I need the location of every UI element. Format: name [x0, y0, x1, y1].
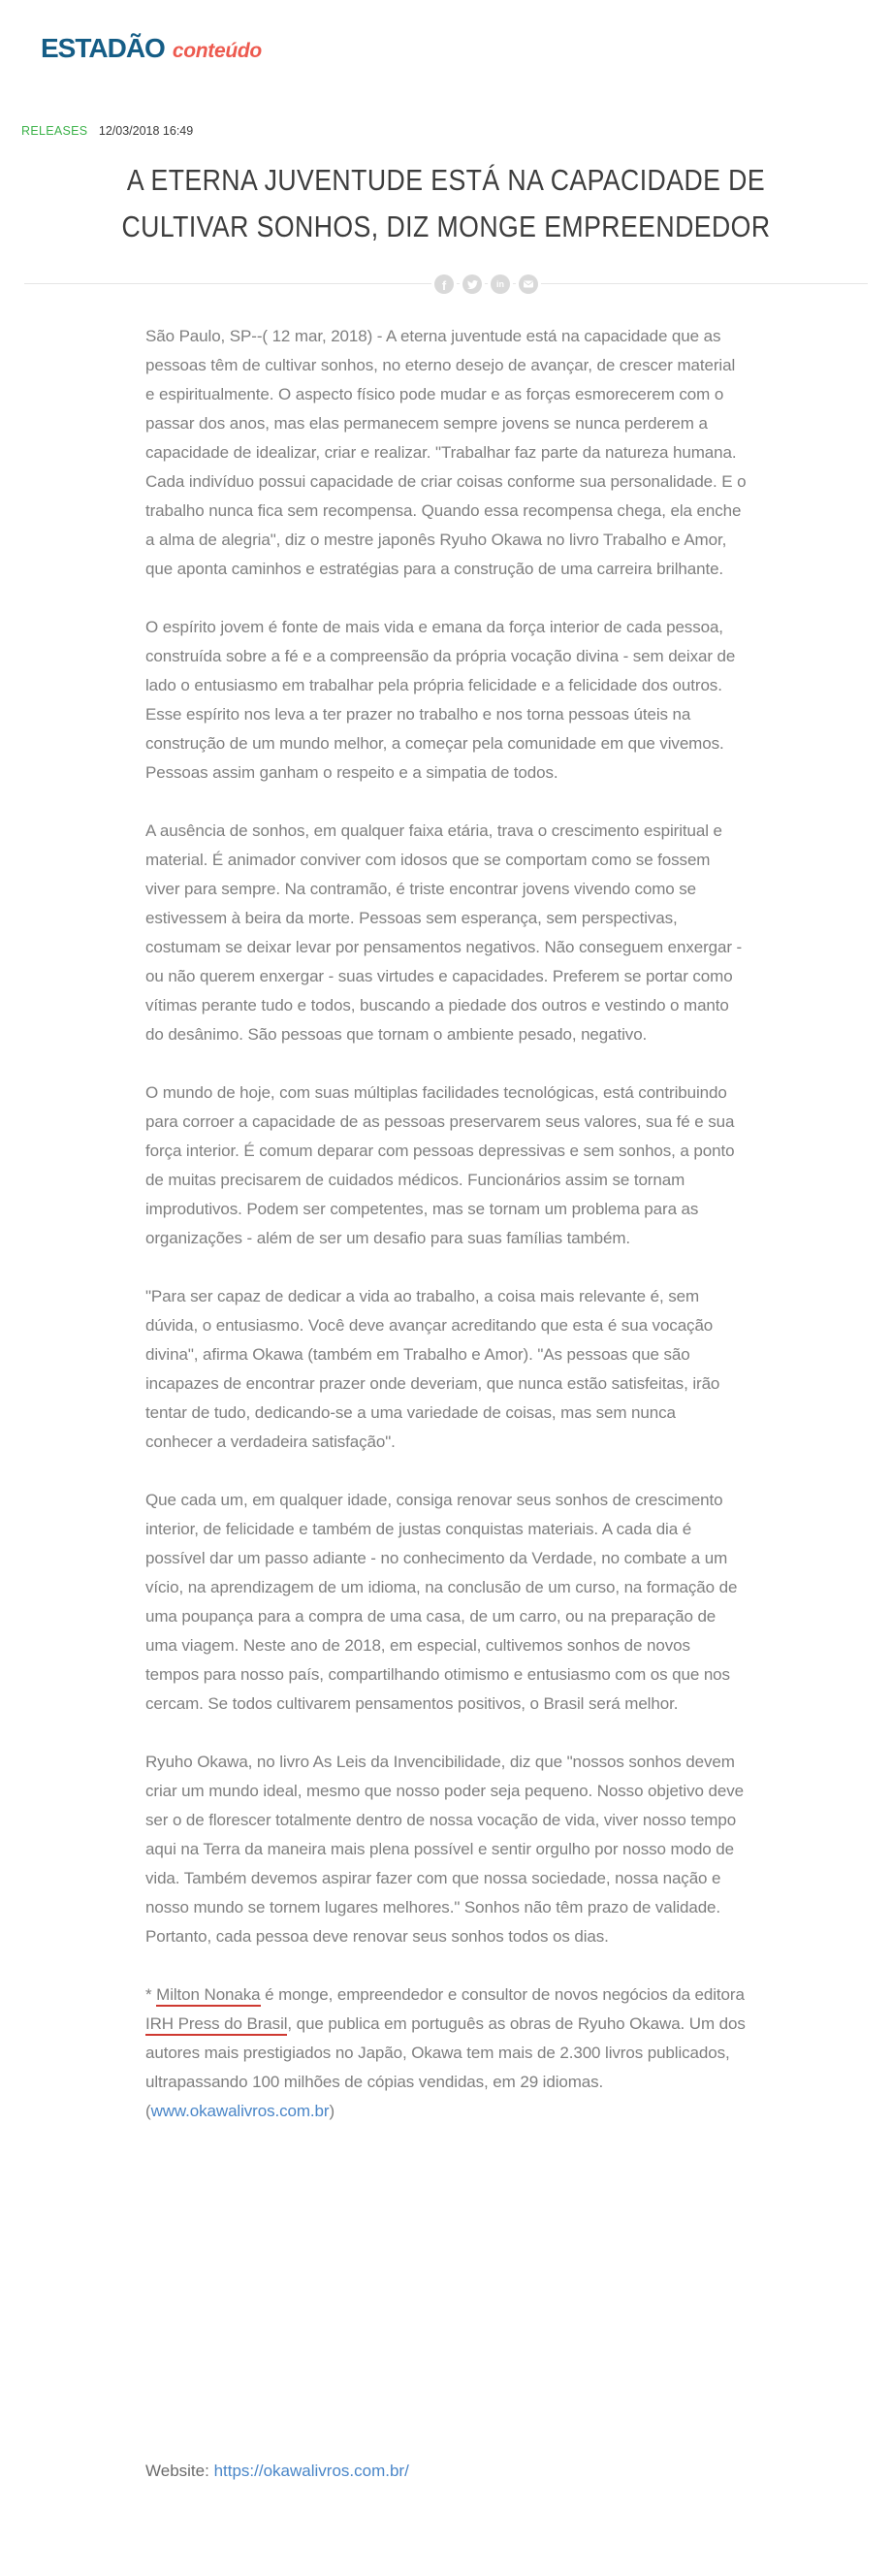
author-note-suffix: )	[329, 2102, 335, 2120]
publisher-name-underlined: IRH Press do Brasil	[145, 2014, 287, 2036]
article-title-line-2: CULTIVAR SONHOS, DIZ MONGE EMPREENDEDOR	[121, 209, 771, 243]
share-linkedin-button[interactable]	[491, 274, 510, 294]
website-label: Website:	[145, 2462, 214, 2480]
article-body	[145, 322, 747, 2155]
linkedin-icon: in	[496, 278, 504, 289]
author-name-underlined: Milton Nonaka	[156, 1985, 260, 2007]
release-meta	[21, 124, 193, 138]
article-title	[0, 157, 892, 250]
article-paragraph-2: O espírito jovem é fonte de mais vida e emana da força interior de cada pessoa, construída sobre a fé e a compreensão da própria vocação divina - sem deixar de lado o entusiasmo em trabalhar pela própria felicidade e a felicidade dos outros. Esse espírito nos leva a ter prazer no trabalho e nos torna pessoas úteis na construção de um mundo melhor, a começar pela comunidade em que vivemos. Pessoas assim ganham o respeito e a simpatia de todos.	[145, 618, 736, 782]
author-note-text-2: , que publica em português as obras de Ryuho Okawa. Um dos autores mais prestigiados no Japão, Okawa tem mais de 2.300 livros publicados, ultrapassando 100 milhões de cópias vendidas, em 29 idiomas. (	[145, 2014, 746, 2120]
share-facebook-button[interactable]	[434, 274, 454, 294]
website-link[interactable]: https://okawalivros.com.br/	[213, 2462, 409, 2480]
article-paragraph-7: Ryuho Okawa, no livro As Leis da Invencibilidade, diz que "nossos sonhos devem criar um mundo ideal, mesmo que nosso poder seja pequeno. Nosso objetivo deve ser o de florescer totalmente dentro de nossa vocação de vida, viver nosso tempo aqui na Terra da maneira mais plena possível e sentir orgulho por nosso modo de vida. Também devemos aspirar fazer com que nossa sociedade, nossa nação e nosso mundo se tornem lugares melhores." Sonhos não têm prazo de validade. Portanto, cada pessoa deve renovar seus sonhos todos os dias.	[145, 1753, 744, 1946]
logo-conteudo-text: conteúdo	[172, 40, 262, 62]
article-paragraph-1: São Paulo, SP--( 12 mar, 2018) - A eterna juventude está na capacidade que as pessoas têm de cultivar sonhos, no eterno desejo de avançar, de crescer material e espiritualmente. O aspecto físico pode mudar e as forças esmorecerem com o passar dos anos, mas elas permanecem sempre jovens se nunca perderem a capacidade de idealizar, criar e realizar. "Trabalhar faz parte da natureza humana. Cada indivíduo possui capacidade de criar coisas conforme sua personalidade. E o trabalho nunca fica sem recompensa. Quando essa recompensa chega, ela enche a alma de alegria", diz o mestre japonês Ryuho Okawa no livro Trabalho e Amor, que aponta caminhos e estratégias para a construção de uma carreira brilhante.	[145, 327, 747, 578]
facebook-icon: f	[441, 277, 447, 293]
author-note-text-1: é monge, empreendedor e consultor de novos negócios da editora	[260, 1985, 745, 2004]
article-paragraph-3: A ausência de sonhos, em qualquer faixa etária, trava o crescimento espiritual e material. É animador conviver com idosos que se comportam como se fossem viver para sempre. Na contramão, é triste encontrar jovens vivendo como se estivessem à beira da morte. Pessoas sem esperança, sem perspectivas, costumam se deixar levar por pensamentos negativos. Não conseguem enxergar - ou não querem enxergar - suas virtudes e capacidades. Preferem se portar como vítimas perante tudo e todos, buscando a piedade dos outros e vestindo o manto do desânimo. São pessoas que tornam o ambiente pesado, negativo.	[145, 821, 743, 1044]
twitter-icon	[467, 279, 478, 290]
website-footer	[145, 2462, 409, 2481]
article-paragraph-5: "Para ser capaz de dedicar a vida ao trabalho, a coisa mais relevante é, sem dúvida, o entusiasmo. Você deve avançar acreditando que esta é sua vocação divina", afirma Okawa (também em Trabalho e Amor). "As pessoas que são incapazes de encontrar prazer onde deveriam, que nunca estão satisfeitas, irão tentar de tudo, dedicando-se a uma variedade de coisas, mas sem nunca conhecer a verdadeira satisfação".	[145, 1287, 720, 1451]
email-icon	[523, 278, 534, 290]
publish-datetime: 12/03/2018 16:49	[98, 124, 194, 138]
share-email-button[interactable]	[519, 274, 538, 294]
okawa-livros-link[interactable]: www.okawalivros.com.br	[150, 2102, 330, 2120]
share-buttons	[434, 274, 538, 294]
logo-estadao-text: ESTADÃO	[41, 33, 165, 63]
estadao-conteudo-logo	[41, 33, 262, 64]
author-note-prefix: *	[145, 1985, 157, 2004]
article-paragraph-6: Que cada um, em qualquer idade, consiga renovar seus sonhos de crescimento interior, de felicidade e também de justas conquistas materiais. A cada dia é possível dar um passo adiante - no conhecimento da Verdade, no combate a um vício, na aprendizagem de um idioma, na conclusão de um curso, na formação de uma poupança para a compra de uma casa, de um carro, ou na preparação de uma viagem. Neste ano de 2018, em especial, cultivemos sonhos de novos tempos para nosso país, compartilhando otimismo e entusiasmo com os que nos cercam. Se todos cultivarem pensamentos positivos, o Brasil será melhor.	[145, 1491, 738, 1713]
article-title-line-1: A ETERNA JUVENTUDE ESTÁ NA CAPACIDADE DE	[126, 163, 766, 197]
share-bar	[0, 265, 892, 304]
share-twitter-button[interactable]	[462, 274, 482, 294]
author-note-paragraph	[145, 1980, 747, 2126]
article-paragraph-4: O mundo de hoje, com suas múltiplas facilidades tecnológicas, está contribuindo para corroer a capacidade de as pessoas preservarem seus valores, sua fé e sua força interior. É comum deparar com pessoas depressivas e sem sonhos, a ponto de muitas precisarem de cuidados médicos. Funcionários assim se tornam improdutivos. Podem ser competentes, mas se tornam um problema para as organizações - além de ser um desafio para suas famílias também.	[145, 1083, 735, 1247]
releases-category-label: RELEASES	[21, 124, 88, 138]
